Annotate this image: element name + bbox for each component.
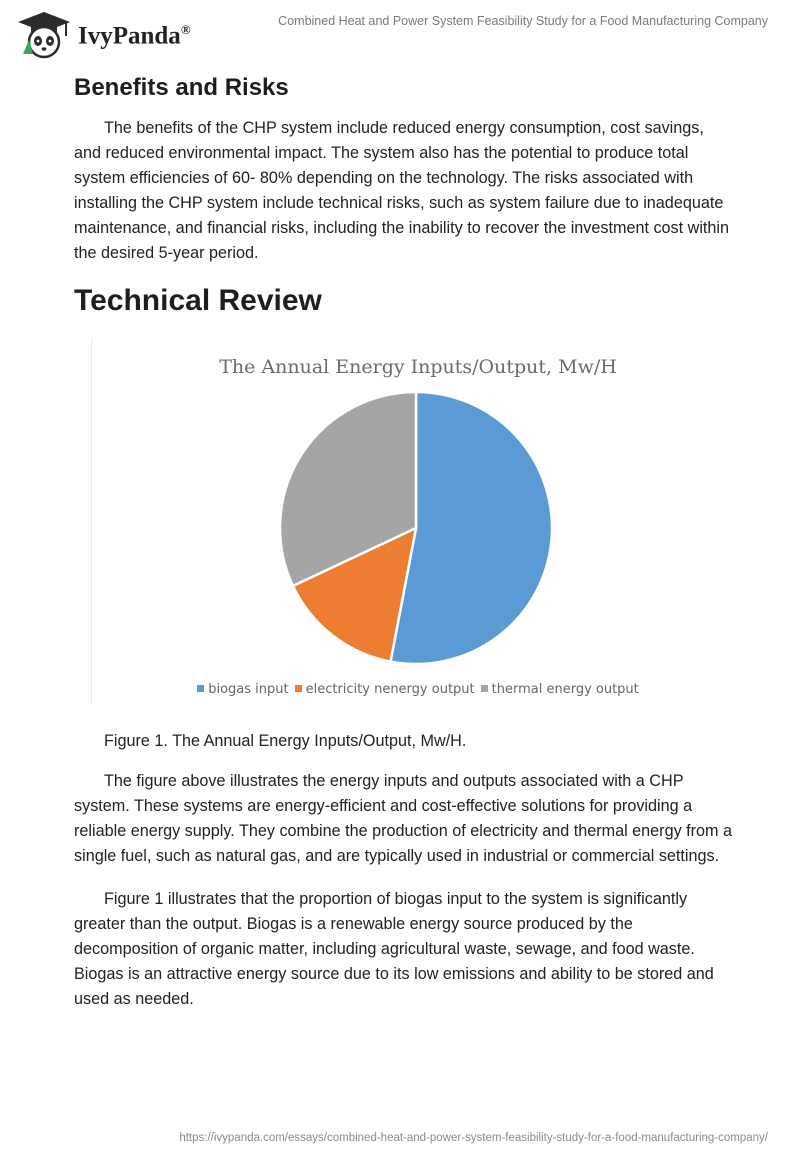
legend-swatch bbox=[295, 685, 302, 692]
legend-item-thermal-energy-output bbox=[481, 682, 639, 697]
paragraph-biogas: Figure 1 illustrates that the proportion of biogas input to the system is significantly greater than the output. Biogas is a renewable energy source produced by the decomposition of organic matter, including agricultural waste, sewage, and food waste. Biogas is an attractive energy source due to its low emissions and ability to be stored and used as needed. bbox=[74, 890, 714, 1008]
paragraph-figure-explanation: The figure above illustrates the energy inputs and outputs associated with a CHP system. These systems are energy-efficient and cost-effective solutions for providing a reliable energy supply. They combine the production of electricity and thermal energy from a single fuel, such as natural gas, and are typically used in industrial or commercial settings. bbox=[74, 772, 733, 865]
panda-graduate-icon bbox=[14, 10, 74, 60]
legend-item-electricity-nenergy-output bbox=[295, 682, 475, 697]
benefits-paragraph: The benefits of the CHP system include reduced energy consumption, cost savings, and reduced environmental impact. The system also has the potential to produce total system efficiencies of 60- 80% depending on the technology. The risks associated with installing the CHP system include technical risks, such as system failure due to inadequate maintenance, and financial risks, including the inability to recover the investment cost within the desired 5-year period. bbox=[74, 119, 730, 262]
legend-swatch bbox=[197, 685, 204, 692]
legend-label: thermal energy output bbox=[491, 682, 639, 697]
source-url[interactable]: https://ivypanda.com/essays/combined-heat-and-power-system-feasibility-study-for-a-food-manufacturing-company/ bbox=[179, 1132, 768, 1144]
legend-swatch bbox=[481, 685, 488, 692]
site-logo[interactable] bbox=[14, 10, 214, 60]
chart-legend bbox=[92, 682, 744, 697]
section-heading-benefits: Benefits and Risks bbox=[74, 74, 289, 101]
section-heading-technical-review: Technical Review bbox=[74, 284, 322, 317]
figure-caption: Figure 1. The Annual Energy Inputs/Output, Mw/H. bbox=[104, 732, 467, 750]
legend-label: biogas input bbox=[208, 682, 289, 697]
article-body bbox=[74, 68, 734, 1012]
logo-wordmark: IvyPanda® bbox=[78, 22, 191, 50]
running-title: Combined Heat and Power System Feasibility Study for a Food Manufacturing Company bbox=[278, 14, 768, 28]
pie-chart bbox=[91, 338, 744, 704]
legend-label: electricity nenergy output bbox=[305, 682, 475, 697]
chart-title: The Annual Energy Inputs/Output, Mw/H bbox=[219, 356, 617, 378]
pie-chart-plot bbox=[92, 338, 744, 678]
legend-item-biogas-input bbox=[197, 682, 288, 697]
